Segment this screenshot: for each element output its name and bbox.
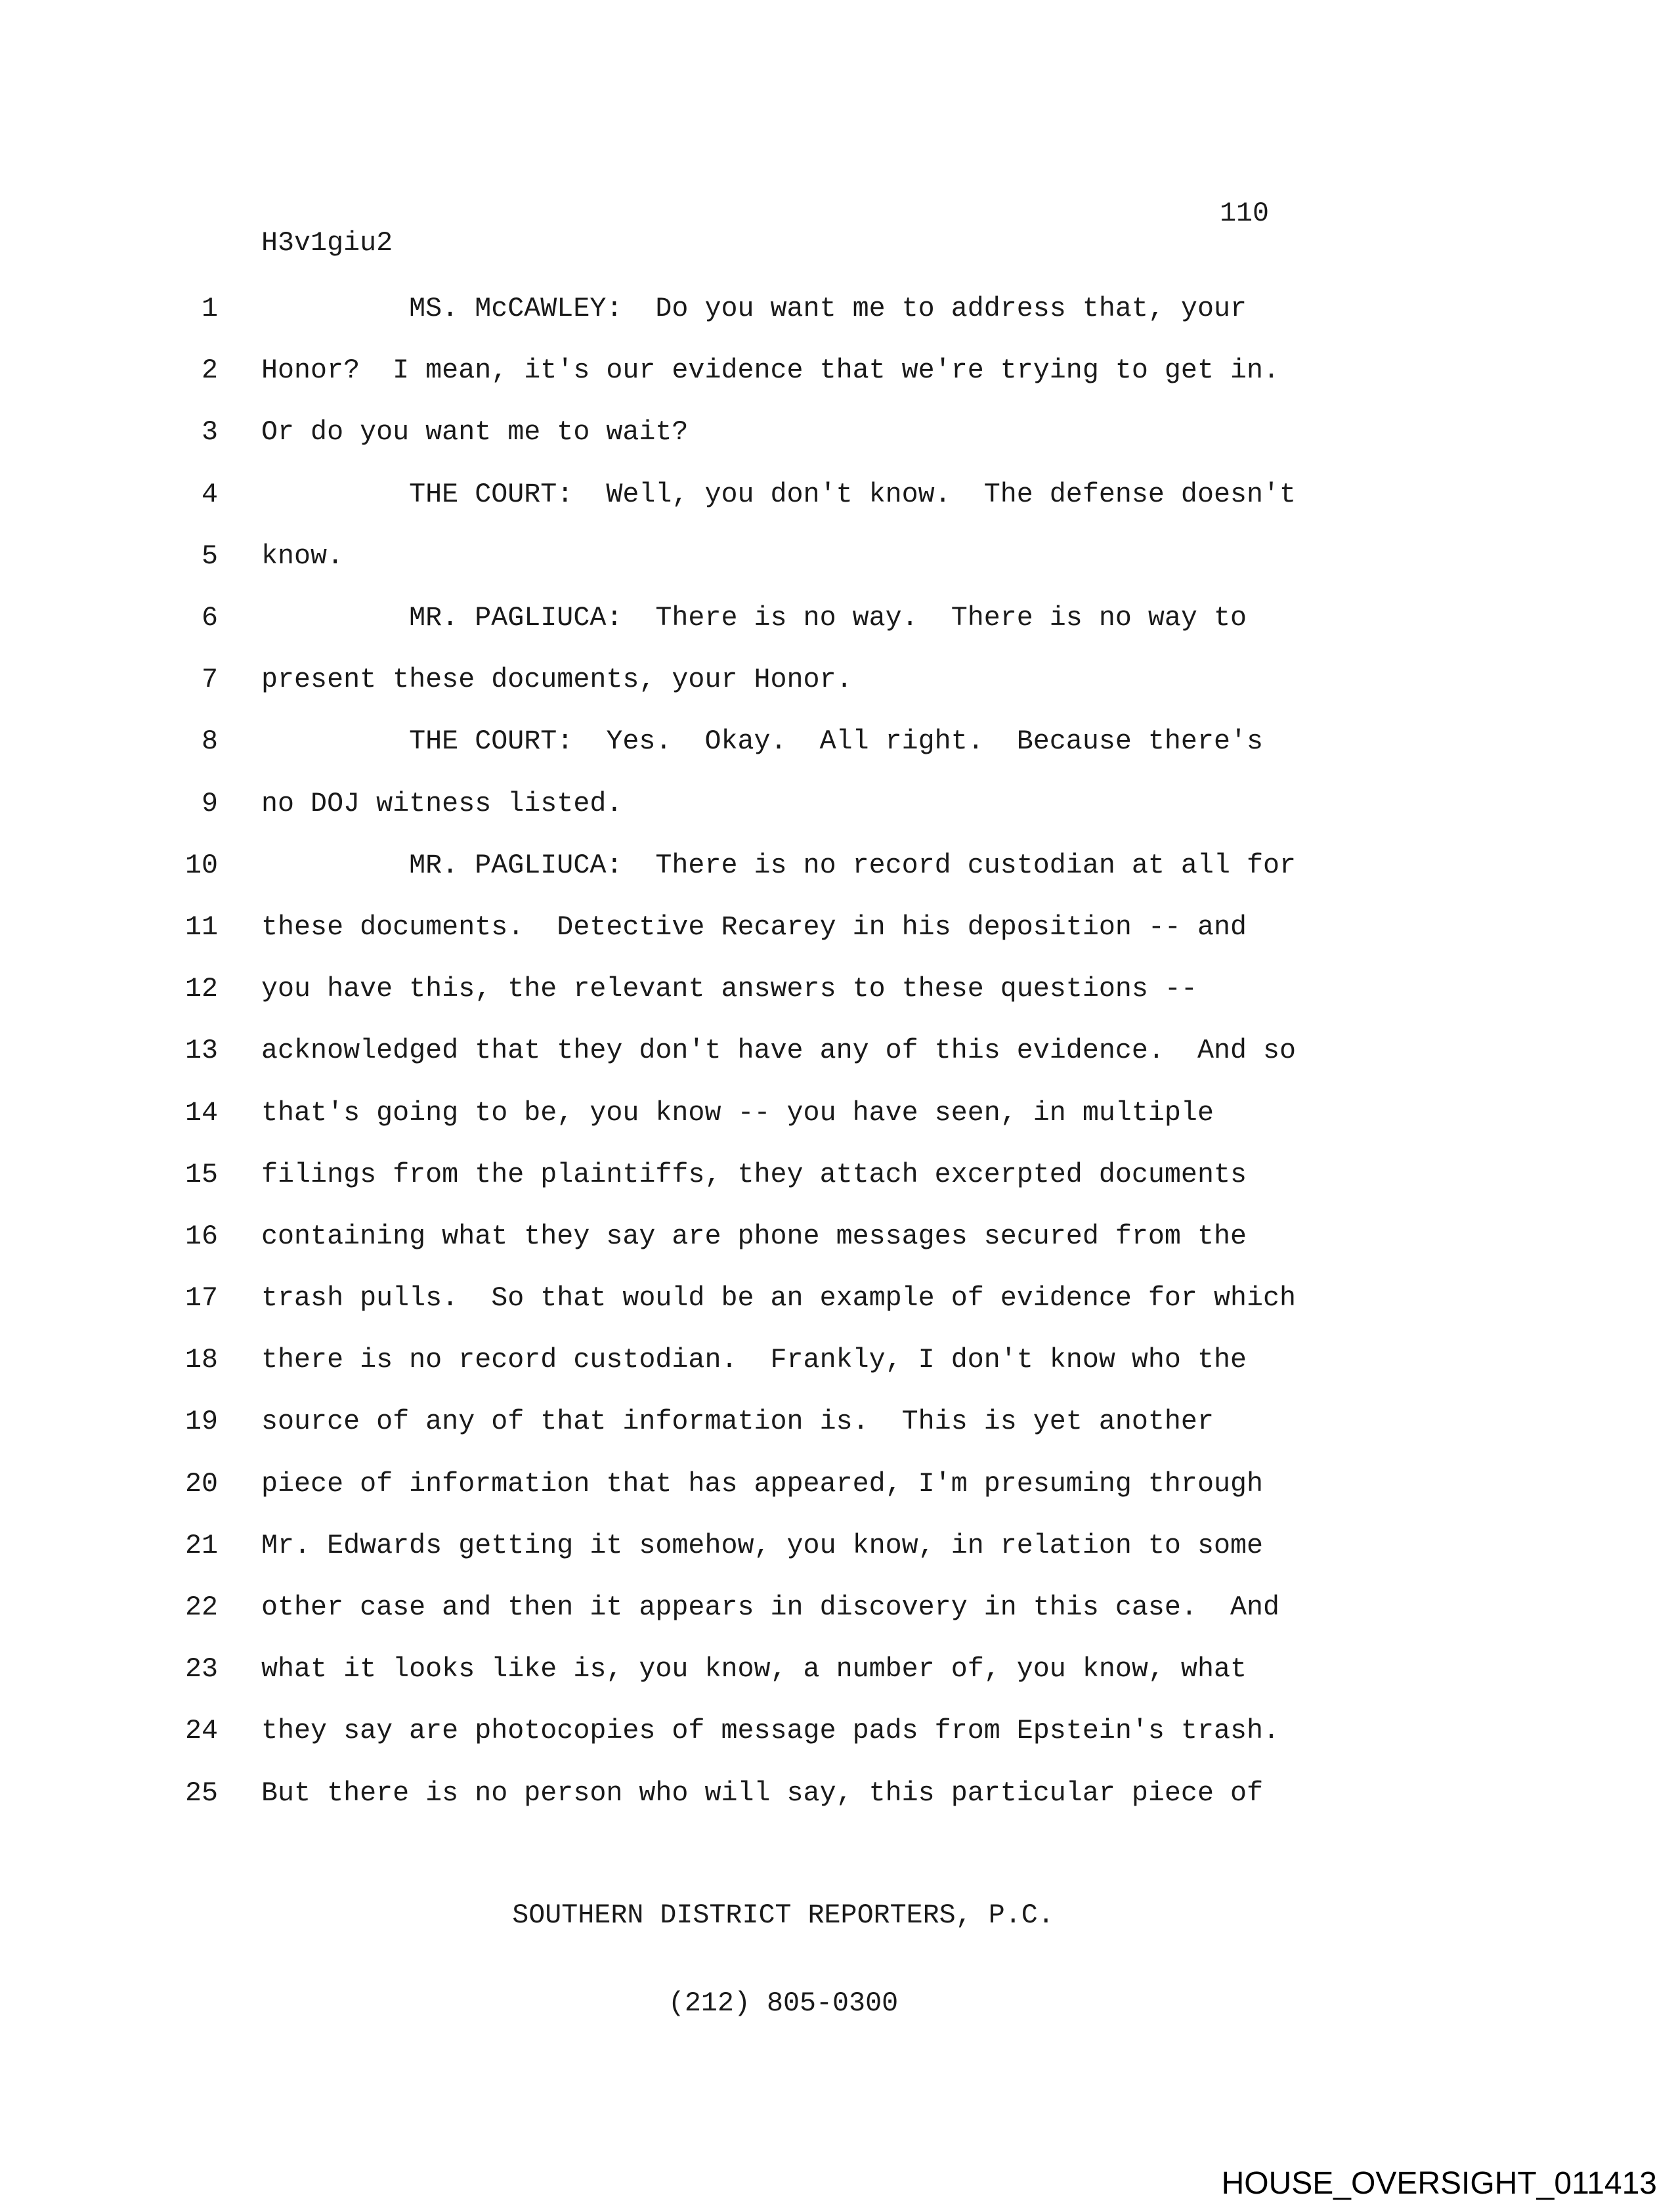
line-number: 18: [184, 1344, 218, 1376]
line-text: MS. McCAWLEY: Do you want me to address that, your: [261, 293, 1247, 325]
line-number: 11: [184, 911, 218, 943]
line-text: Mr. Edwards getting it somehow, you know, in relation to some: [261, 1529, 1264, 1561]
line-text: no DOJ witness listed.: [261, 787, 623, 819]
transcript-line: [0, 525, 1674, 587]
transcript-line: [0, 1453, 1674, 1515]
transcript-line: [0, 1638, 1674, 1700]
line-number: 7: [201, 664, 218, 696]
line-number: 14: [184, 1096, 218, 1129]
transcript-line: [0, 896, 1674, 958]
transcript-line: [0, 1515, 1674, 1576]
transcript-line: [0, 835, 1674, 896]
line-number: 16: [184, 1220, 218, 1252]
page-number: 110: [1220, 198, 1270, 229]
transcript-line: [0, 278, 1674, 339]
line-number: 2: [201, 355, 218, 387]
line-number: 20: [184, 1467, 218, 1500]
line-number: 23: [184, 1653, 218, 1685]
line-number: 25: [184, 1777, 218, 1809]
line-text: THE COURT: Well, you don't know. The defense doesn't: [261, 478, 1297, 510]
transcript-line: [0, 773, 1674, 835]
line-number: 22: [184, 1592, 218, 1624]
transcript-line: [0, 1391, 1674, 1452]
line-text: piece of information that has appeared, I'm presuming through: [261, 1467, 1264, 1500]
transcript-body: [0, 278, 1674, 1824]
line-text: Honor? I mean, it's our evidence that we're trying to get in.: [261, 355, 1280, 387]
line-text: other case and then it appears in discovery in this case. And: [261, 1592, 1280, 1624]
transcript-line: [0, 1576, 1674, 1638]
line-text: MR. PAGLIUCA: There is no record custodian at all for: [261, 849, 1297, 881]
line-number: 13: [184, 1035, 218, 1067]
line-text: what it looks like is, you know, a number of, you know, what: [261, 1653, 1247, 1685]
line-number: 3: [201, 416, 218, 448]
transcript-line: [0, 1081, 1674, 1143]
transcript-line: [0, 1700, 1674, 1762]
transcript-line: [0, 958, 1674, 1020]
line-text: you have this, the relevant answers to these questions --: [261, 973, 1197, 1005]
line-number: 1: [201, 293, 218, 325]
line-text: they say are photocopies of message pads from Epstein's trash.: [261, 1715, 1280, 1747]
line-text: MR. PAGLIUCA: There is no way. There is no way to: [261, 602, 1247, 634]
transcript-line: [0, 1267, 1674, 1329]
line-text: But there is no person who will say, this particular piece of: [261, 1777, 1264, 1809]
line-number: 9: [201, 787, 218, 819]
transcript-line: [0, 1762, 1674, 1824]
session-id: H3v1giu2: [261, 227, 393, 259]
transcript-line: [0, 1144, 1674, 1205]
line-text: filings from the plaintiffs, they attach excerpted documents: [261, 1158, 1247, 1190]
line-text: containing what they say are phone messages secured from the: [261, 1220, 1247, 1252]
transcript-line: [0, 1205, 1674, 1267]
line-number: 5: [201, 540, 218, 572]
line-text: Or do you want me to wait?: [261, 416, 689, 448]
line-number: 4: [201, 478, 218, 510]
transcript-line: [0, 587, 1674, 649]
transcript-line: [0, 401, 1674, 463]
transcript-line: [0, 1329, 1674, 1391]
line-number: 19: [184, 1406, 218, 1438]
line-number: 8: [201, 726, 218, 758]
transcript-line: [0, 464, 1674, 525]
line-text: trash pulls. So that would be an example of evidence for which: [261, 1282, 1297, 1314]
line-text: these documents. Detective Recarey in his deposition -- and: [261, 911, 1247, 943]
line-text: there is no record custodian. Frankly, I don't know who the: [261, 1344, 1247, 1376]
line-number: 12: [184, 973, 218, 1005]
transcript-line: [0, 710, 1674, 772]
line-number: 6: [201, 602, 218, 634]
transcript-line: [0, 1020, 1674, 1081]
transcript-line: [0, 339, 1674, 401]
transcript-line: [0, 649, 1674, 710]
line-number: 21: [184, 1529, 218, 1561]
line-number: 10: [184, 849, 218, 881]
reporter-footer: [261, 1842, 1305, 2047]
line-text: source of any of that information is. This is yet another: [261, 1406, 1214, 1438]
line-text: acknowledged that they don't have any of this evidence. And so: [261, 1035, 1297, 1067]
line-text: present these documents, your Honor.: [261, 664, 853, 696]
reporter-phone: (212) 805-0300: [668, 1987, 899, 2019]
line-number: 15: [184, 1158, 218, 1190]
reporter-org: SOUTHERN DISTRICT REPORTERS, P.C.: [512, 1899, 1054, 1931]
bates-number: HOUSE_OVERSIGHT_011413: [1221, 2166, 1657, 2201]
line-number: 17: [184, 1282, 218, 1314]
line-text: THE COURT: Yes. Okay. All right. Because there's: [261, 726, 1264, 758]
line-text: know.: [261, 540, 344, 572]
line-number: 24: [184, 1715, 218, 1747]
line-text: that's going to be, you know -- you have seen, in multiple: [261, 1096, 1214, 1129]
